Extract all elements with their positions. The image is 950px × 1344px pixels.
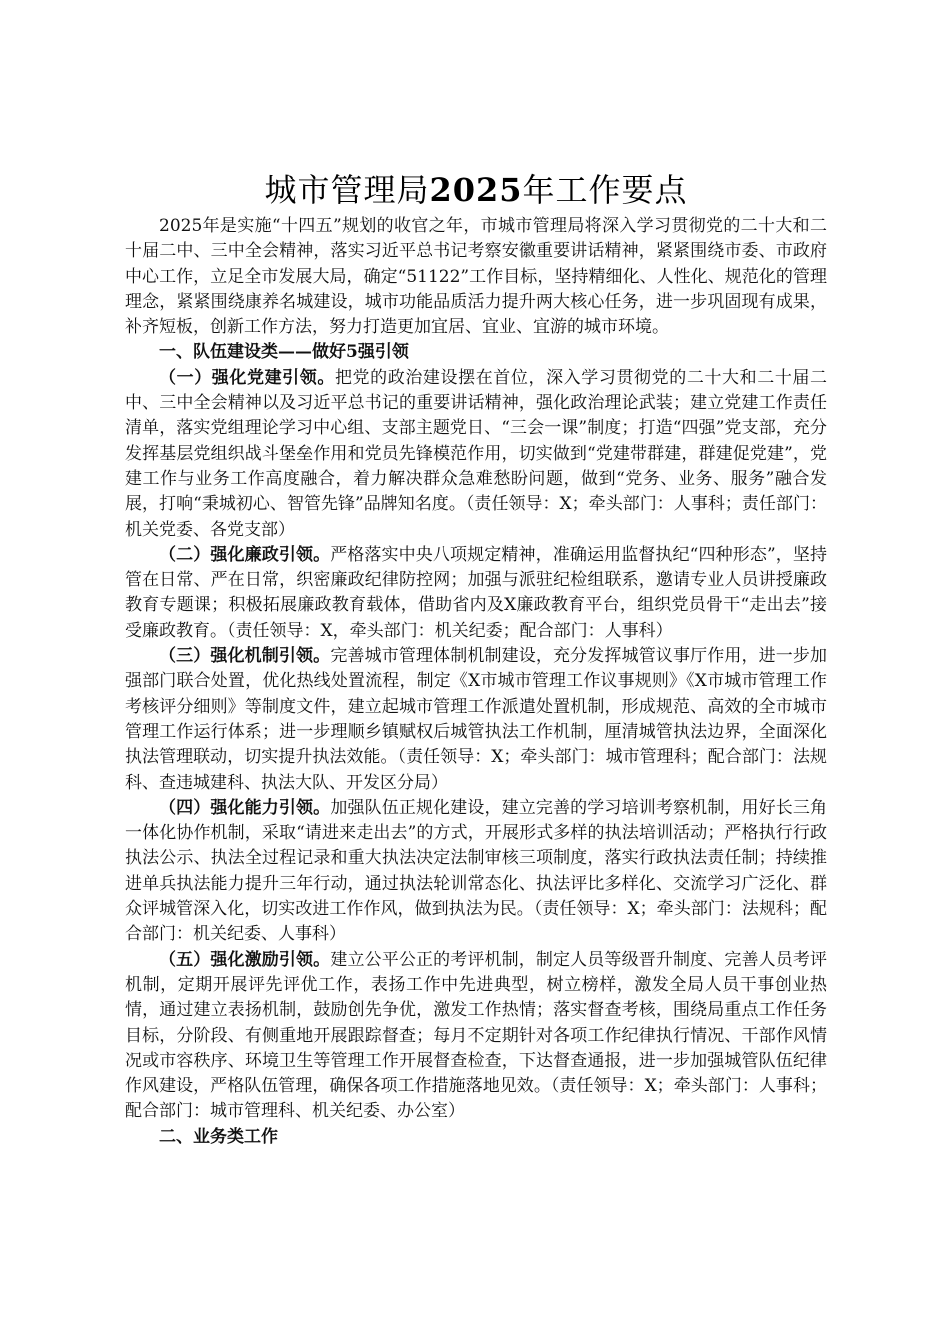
item-paragraph xyxy=(125,543,827,644)
item-paragraph xyxy=(125,948,827,1125)
document-title xyxy=(125,170,827,210)
title-year: 2025 xyxy=(429,171,523,209)
item-body: 把党的政治建设摆在首位，深入学习贯彻党的二十大和二十届二中、三中全会精神以及习近平总书记的重要讲话精神，强化政治理论武装；建立党建工作责任清单，落实党组理论学习中心组、支部主题党日、“三会一课”制度；打造“四强”党支部，充分发挥基层党组织战斗堡垒作用和党员先锋模范作用，切实做到“党建带群建，群建促党建”，党建工作与业务工作高度融合，着力解决群众急难愁盼问题，做到“党务、业务、服务”融合发展，打响“秉城初心、智管先锋”品牌知名度。（责任领导：X；牵头部门：人事科；责任部门：机关党委、各党支部） xyxy=(125,367,828,540)
item-heading: （一）强化党建引领。 xyxy=(159,367,335,388)
item-paragraph xyxy=(125,644,827,796)
item-heading: （四）强化能力引领。 xyxy=(159,797,331,818)
item-heading: （二）强化廉政引领。 xyxy=(159,544,331,565)
item-body: 建立公平公正的考评机制，制定人员等级晋升制度、完善人员考评机制，定期开展评先评优工作，表扬工作中先进典型，树立榜样，激发全局人员干事创业热情，通过建立表扬机制，鼓励创先争优，激发工作热情；落实督查考核，围绕局重点工作任务目标，分阶段、有侧重地开展跟踪督查；每月不定期针对各项工作纪律执行情况、干部作风情况或市容秩序、环境卫生等管理工作开展督查检查，下达督查通报，进一步加强城管队伍纪律作风建设，严格队伍管理，确保各项工作措施落地见效。（责任领导：X；牵头部门：人事科；配合部门：城市管理科、机关纪委、办公室） xyxy=(125,949,828,1122)
item-paragraph xyxy=(125,366,827,543)
item-heading: （五）强化激励引领。 xyxy=(159,949,331,970)
section-heading-2: 二、业务类工作 xyxy=(159,1126,278,1147)
item-paragraph xyxy=(125,796,827,948)
document-page xyxy=(125,170,827,1150)
item-body: 加强队伍正规化建设，建立完善的学习培训考察机制，用好长三角一体化协作机制，采取“请进来走出去”的方式，开展形式多样的执法培训活动；严格执行行政执法公示、执法全过程记录和重大执法决定法制审核三项制度，落实行政执法责任制；持续推进单兵执法能力提升三年行动，通过执法轮训常态化、执法评比多样化、交流学习广泛化、群众评城管深入化，切实改进工作作风，做到执法为民。（责任领导：X；牵头部门：法规科；配合部门：机关纪委、人事科） xyxy=(125,797,828,945)
item-heading: （三）强化机制引领。 xyxy=(159,646,331,667)
item-body: 完善城市管理体制机制建设，充分发挥城管议事厅作用，进一步加强部门联合处置，优化热线处置流程，制定《X市城市管理工作议事规则》《X市城市管理工作考核评分细则》等制度文件，建立起城市管理工作派遣处置机制，形成规范、高效的全市城市管理工作运行体系；进一步理顺乡镇赋权后城管执法工作机制，厘清城管执法边界，全面深化执法管理联动，切实提升执法效能。（责任领导：X；牵头部门：城市管理科；配合部门：法规科、查违城建科、执法大队、开发区分局） xyxy=(125,646,828,793)
title-suffix: 年工作要点 xyxy=(522,171,688,209)
intro-paragraph: 2025年是实施“十四五”规划的收官之年，市城市管理局将深入学习贯彻党的二十大和二十届二中、三中全会精神，落实习近平总书记考察安徽重要讲话精神，紧紧围绕市委、市政府中心工作，立足全市发展大局，确定“51122”工作目标，坚持精细化、人性化、规范化的管理理念，紧紧围绕康养名城建设，城市功能品质活力提升两大核心任务，进一步巩固现有成果，补齐短板，创新工作方法，努力打造更加宜居、宜业、宜游的城市环境。 xyxy=(125,216,827,338)
item-body: 严格落实中央八项规定精神，准确运用监督执纪“四种形态”，坚持管在日常、严在日常，织密廉政纪律防控网；加强与派驻纪检组联系，邀请专业人员讲授廉政教育专题课；积极拓展廉政教育载体，借助省内及X廉政教育平台，组织党员骨干“走出去”接受廉政教育。（责任领导：X，牵头部门：机关纪委；配合部门：人事科） xyxy=(125,544,827,641)
section-heading-1: 一、队伍建设类——做好5强引领 xyxy=(159,342,409,363)
title-prefix: 城市管理局 xyxy=(264,171,430,209)
